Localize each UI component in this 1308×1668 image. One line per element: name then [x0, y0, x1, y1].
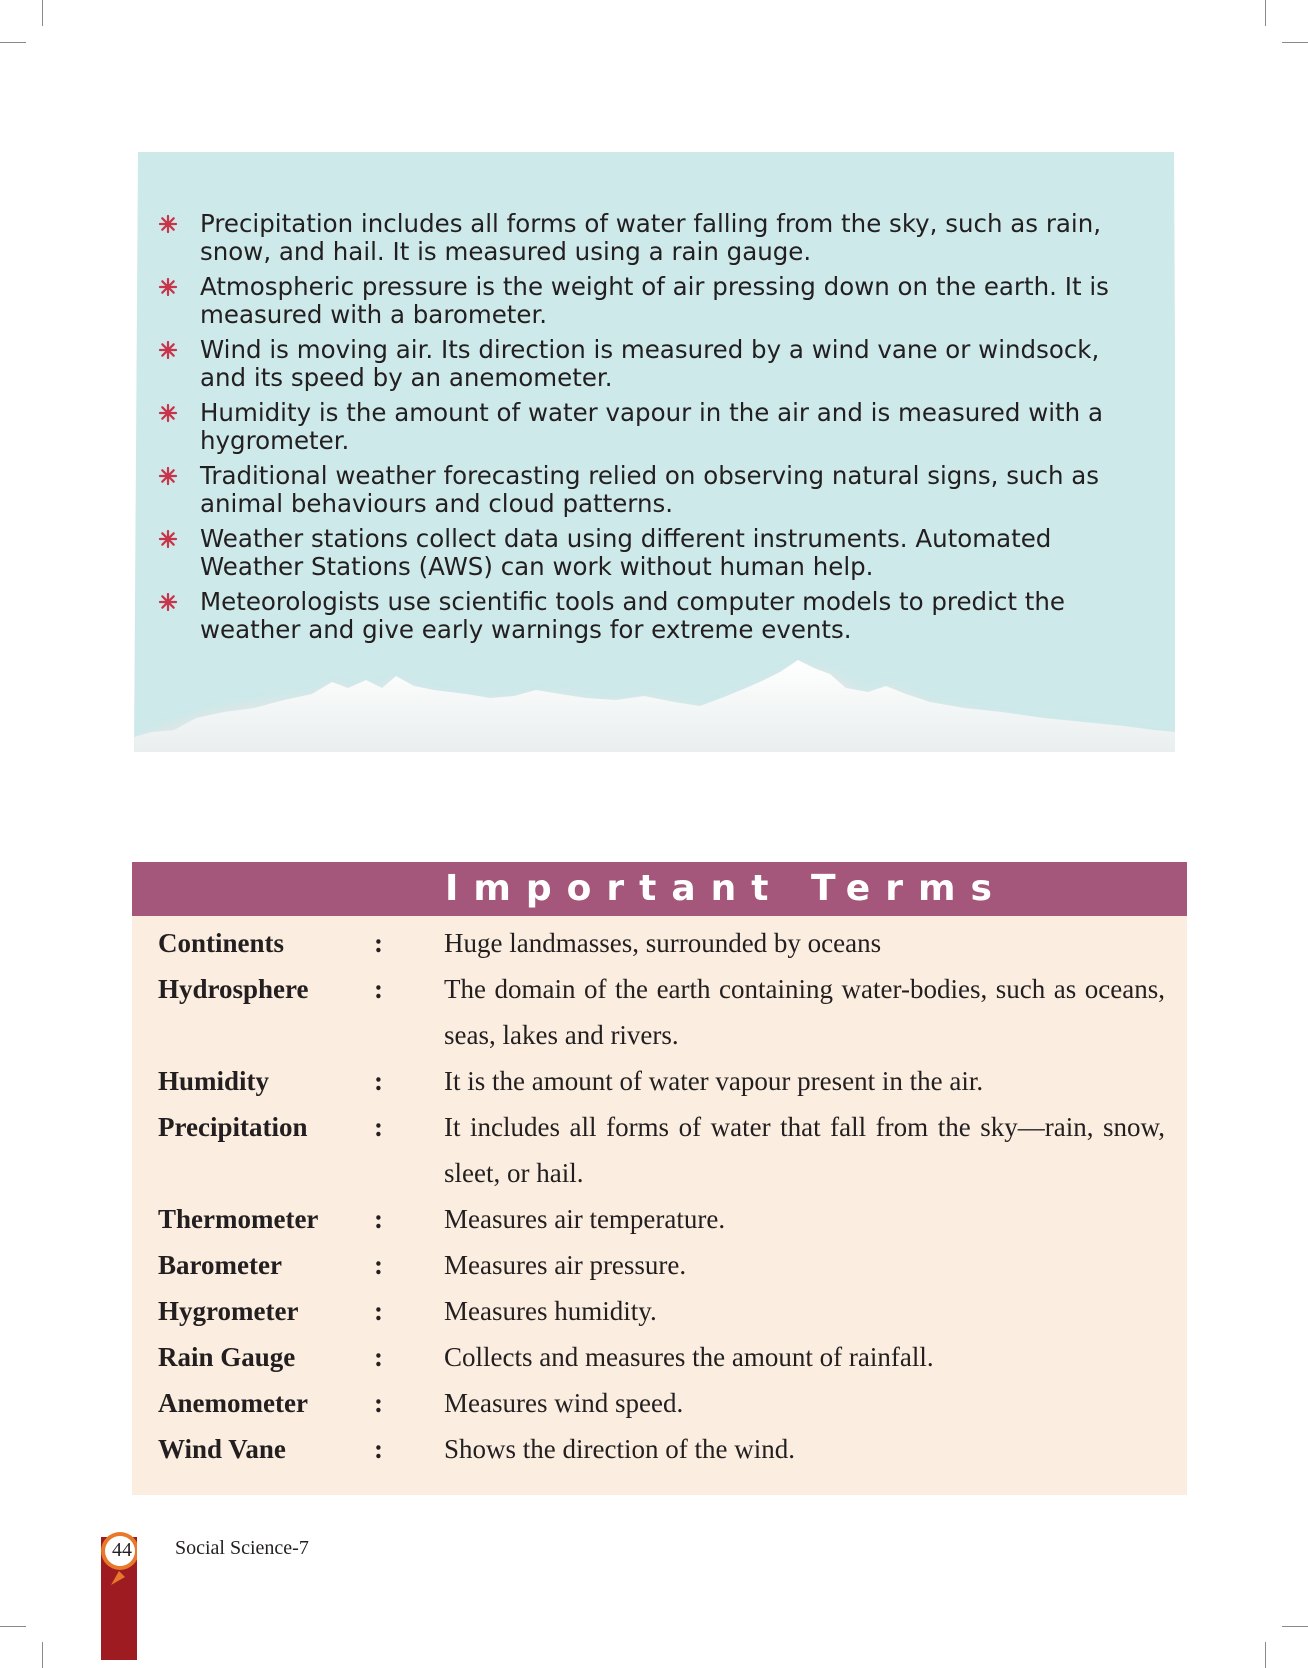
crop-mark [42, 0, 43, 26]
term-separator: : [374, 1204, 383, 1234]
crop-mark [1265, 1642, 1266, 1668]
term-row [158, 1242, 1165, 1288]
term-separator: : [374, 1066, 383, 1096]
term-definition: Measures wind speed. [444, 1388, 684, 1418]
term-name: Rain Gauge [158, 1342, 296, 1372]
important-terms-box [132, 862, 1187, 1495]
summary-item-text: Weather stations collect data using different instruments. Automated Weather Stations (AWS) can work without human help. [200, 524, 1052, 581]
term-name: Hydrosphere [158, 974, 309, 1004]
term-separator: : [374, 1296, 383, 1326]
page-number: 44 [112, 1539, 132, 1561]
summary-item-text: Wind is moving air. Its direction is measured by a wind vane or windsock, and its speed by an anemometer. [200, 335, 1100, 392]
term-definition: It includes all forms of water that fall from the sky—rain, snow, sleet, or hail. [444, 1112, 1165, 1188]
flower-bullet-icon [158, 529, 178, 549]
term-row [158, 966, 1165, 1058]
term-name: Continents [158, 928, 285, 958]
terms-list [158, 920, 1165, 1472]
term-name: Anemometer [158, 1388, 308, 1418]
term-separator: : [374, 1388, 383, 1418]
summary-item [158, 588, 1148, 644]
term-name: Thermometer [158, 1204, 319, 1234]
summary-item [158, 210, 1148, 266]
term-definition: The domain of the earth containing water-bodies, such as oceans, seas, lakes and rivers. [444, 974, 1165, 1050]
crop-mark [1265, 0, 1266, 26]
summary-item-text: Meteorologists use scientific tools and computer models to predict the weather and give early warnings for extreme events. [200, 587, 1065, 644]
term-row [158, 1426, 1165, 1472]
term-separator: : [374, 1250, 383, 1280]
flower-bullet-icon [158, 214, 178, 234]
important-terms-header [132, 862, 1187, 916]
term-definition: Huge landmasses, surrounded by oceans [444, 928, 882, 958]
summary-item [158, 336, 1148, 392]
important-terms-title: Important Terms [445, 868, 1007, 909]
flower-bullet-icon [158, 403, 178, 423]
term-name: Humidity [158, 1066, 270, 1096]
term-definition: It is the amount of water vapour present in the air. [444, 1066, 984, 1096]
term-row [158, 1380, 1165, 1426]
term-name: Precipitation [158, 1112, 308, 1142]
summary-list [158, 210, 1148, 651]
summary-item [158, 525, 1148, 581]
term-row [158, 1288, 1165, 1334]
summary-item-text: Traditional weather forecasting relied on observing natural signs, such as animal behaviours and cloud patterns. [200, 461, 1100, 518]
term-separator: : [374, 928, 383, 958]
term-row [158, 1196, 1165, 1242]
crop-mark [1282, 1626, 1308, 1627]
term-definition: Collects and measures the amount of rainfall. [444, 1342, 934, 1372]
crop-mark [0, 1626, 26, 1627]
book-title: Social Science-7 [175, 1537, 309, 1559]
term-definition: Measures humidity. [444, 1296, 657, 1326]
term-row [158, 1334, 1165, 1380]
flower-bullet-icon [158, 592, 178, 612]
summary-item [158, 462, 1148, 518]
term-definition: Measures air pressure. [444, 1250, 687, 1280]
crop-mark [1282, 42, 1308, 43]
crop-mark [0, 42, 26, 43]
term-name: Wind Vane [158, 1434, 286, 1464]
summary-item-text: Atmospheric pressure is the weight of air pressing down on the earth. It is measured with a barometer. [200, 272, 1109, 329]
term-row [158, 1058, 1165, 1104]
summary-item [158, 273, 1148, 329]
term-separator: : [374, 1112, 383, 1142]
term-definition: Shows the direction of the wind. [444, 1434, 795, 1464]
term-separator: : [374, 974, 383, 1004]
summary-box [134, 152, 1175, 752]
term-name: Barometer [158, 1250, 282, 1280]
term-row [158, 1104, 1165, 1196]
term-name: Hygrometer [158, 1296, 299, 1326]
crop-mark [42, 1642, 43, 1668]
summary-item-text: Humidity is the amount of water vapour in the air and is measured with a hygrometer. [200, 398, 1103, 455]
flower-bullet-icon [158, 466, 178, 486]
summary-item-text: Precipitation includes all forms of water falling from the sky, such as rain, snow, and hail. It is measured using a rain gauge. [200, 209, 1102, 266]
term-separator: : [374, 1434, 383, 1464]
flower-bullet-icon [158, 277, 178, 297]
term-row [158, 920, 1165, 966]
summary-item [158, 399, 1148, 455]
term-separator: : [374, 1342, 383, 1372]
flower-bullet-icon [158, 340, 178, 360]
term-definition: Measures air temperature. [444, 1204, 726, 1234]
